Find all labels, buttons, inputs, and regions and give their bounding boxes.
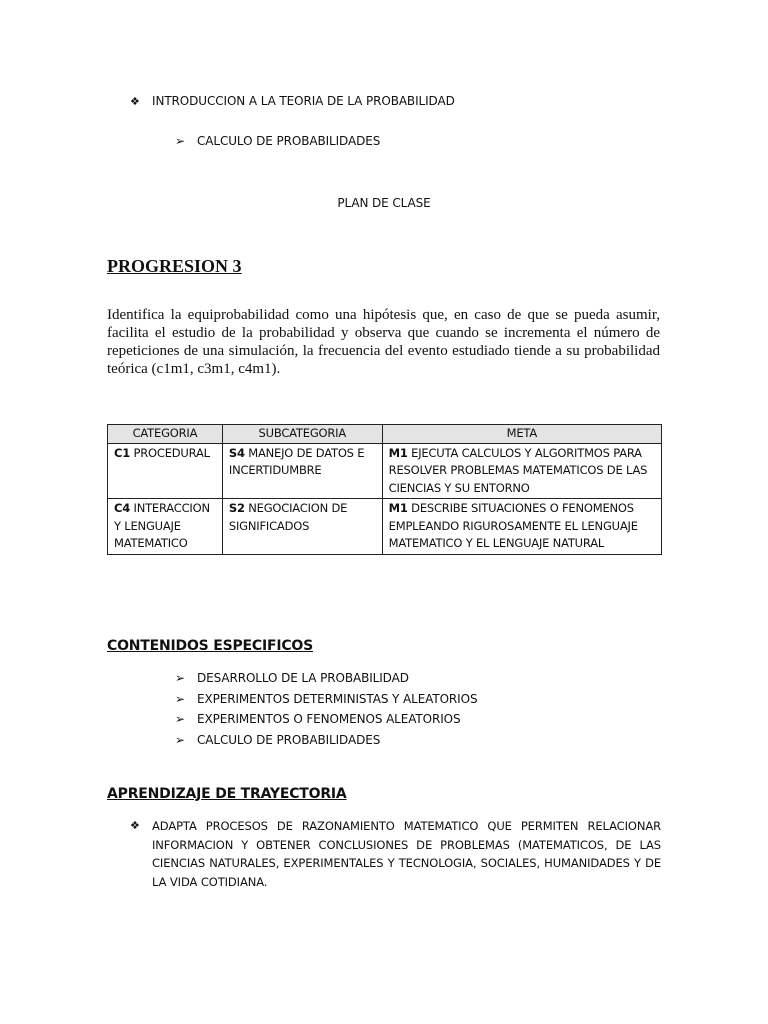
arrowhead-bullet-icon: ➢ — [175, 134, 185, 148]
subtopic-bullet — [175, 134, 380, 148]
four-diamond-bullet-icon: ❖ — [130, 95, 140, 108]
four-diamond-bullet-icon: ❖ — [130, 819, 140, 832]
list-item — [175, 671, 477, 692]
meta-cell — [382, 443, 661, 499]
categoria-cell — [108, 443, 223, 499]
subcategoria-text: MANEJO DE DATOS E INCERTIDUMBRE — [228, 445, 365, 477]
meta-code: M1 — [388, 501, 408, 515]
plan-label: PLAN DE CLASE — [337, 196, 431, 210]
table-row — [108, 443, 662, 499]
table-row — [108, 499, 662, 555]
arrowhead-bullet-icon: ➢ — [175, 671, 185, 685]
arrowhead-bullet-icon: ➢ — [175, 732, 185, 747]
list-item — [175, 712, 477, 733]
list-item — [175, 692, 477, 713]
meta-text: EJECUTA CALCULOS Y ALGORITMOS PARA RESOLVER PROBLEMAS MATEMATICOS DE LAS CIENCIAS Y SU ENTORNO — [388, 445, 648, 495]
subcategoria-code: S4 — [228, 445, 245, 460]
topic-text: INTRODUCCION A LA TEORIA DE LA PROBABILIDAD — [152, 94, 455, 108]
list-item — [175, 733, 477, 754]
header-meta: META — [382, 425, 661, 444]
categoria-code: C1 — [114, 445, 131, 460]
header-subcategoria: SUBCATEGORIA — [222, 425, 382, 444]
header-categoria: CATEGORIA — [108, 425, 223, 444]
arrowhead-bullet-icon: ➢ — [175, 712, 185, 726]
contents-list — [175, 671, 477, 753]
list-item-text: DESARROLLO DE LA PROBABILIDAD — [197, 671, 409, 685]
meta-cell — [382, 499, 661, 555]
progression-title: PROGRESION 3 — [107, 256, 242, 276]
categoria-cell — [108, 499, 223, 555]
categoria-text: INTERACCION Y LENGUAJE MATEMATICO — [114, 501, 210, 550]
subcategoria-cell — [222, 499, 382, 555]
plan-table — [107, 424, 662, 555]
subtopic-text: CALCULO DE PROBABILIDADES — [197, 134, 381, 148]
progression-text: Identifica la equiprobabilidad como una hipótesis que, en caso de que se pueda asumir, facilita el estudio de la probabilidad y observa que cuando se incrementa el número de repeticiones de una simulación, la frecuencia del evento estudiado tiende a su probabilidad teórica (c1m1, c3m1, c4m1). — [107, 307, 660, 377]
arrowhead-bullet-icon: ➢ — [175, 691, 185, 706]
list-item-text: EXPERIMENTOS O FENOMENOS ALEATORIOS — [197, 712, 461, 726]
subcategoria-cell — [222, 443, 382, 499]
categoria-code: C4 — [114, 501, 131, 515]
list-item-text: EXPERIMENTOS DETERMINISTAS Y ALEATORIOS — [197, 691, 478, 706]
meta-code: M1 — [388, 445, 408, 460]
table-header-row — [108, 425, 662, 444]
topic-bullet — [130, 94, 455, 108]
trajectory-text: ADAPTA PROCESOS DE RAZONAMIENTO MATEMATICO QUE PERMITEN RELACIONAR INFORMACION Y OBTENER CONCLUSIONES DE PROBLEMAS (MATEMATICOS, DE LAS CIENCIAS NATURALES, EXPERIMENTALES Y TECNOLOGIA, SOCIALES, HUMANIDADES Y DE LA VIDA COTIDIANA. — [152, 819, 661, 889]
subcategoria-code: S2 — [228, 501, 245, 515]
trajectory-title: APRENDIZAJE DE TRAYECTORIA — [107, 786, 347, 802]
categoria-text: PROCEDURAL — [130, 445, 210, 460]
subcategoria-text: NEGOCIACION DE SIGNIFICADOS — [228, 501, 348, 533]
contents-title: CONTENIDOS ESPECIFICOS — [107, 638, 313, 654]
trajectory-bullet — [130, 817, 661, 891]
list-item-text: CALCULO DE PROBABILIDADES — [197, 732, 381, 747]
meta-text: DESCRIBE SITUACIONES O FENOMENOS EMPLEANDO RIGUROSAMENTE EL LENGUAJE MATEMATICO Y EL LENGUAJE NATURAL — [388, 501, 638, 550]
